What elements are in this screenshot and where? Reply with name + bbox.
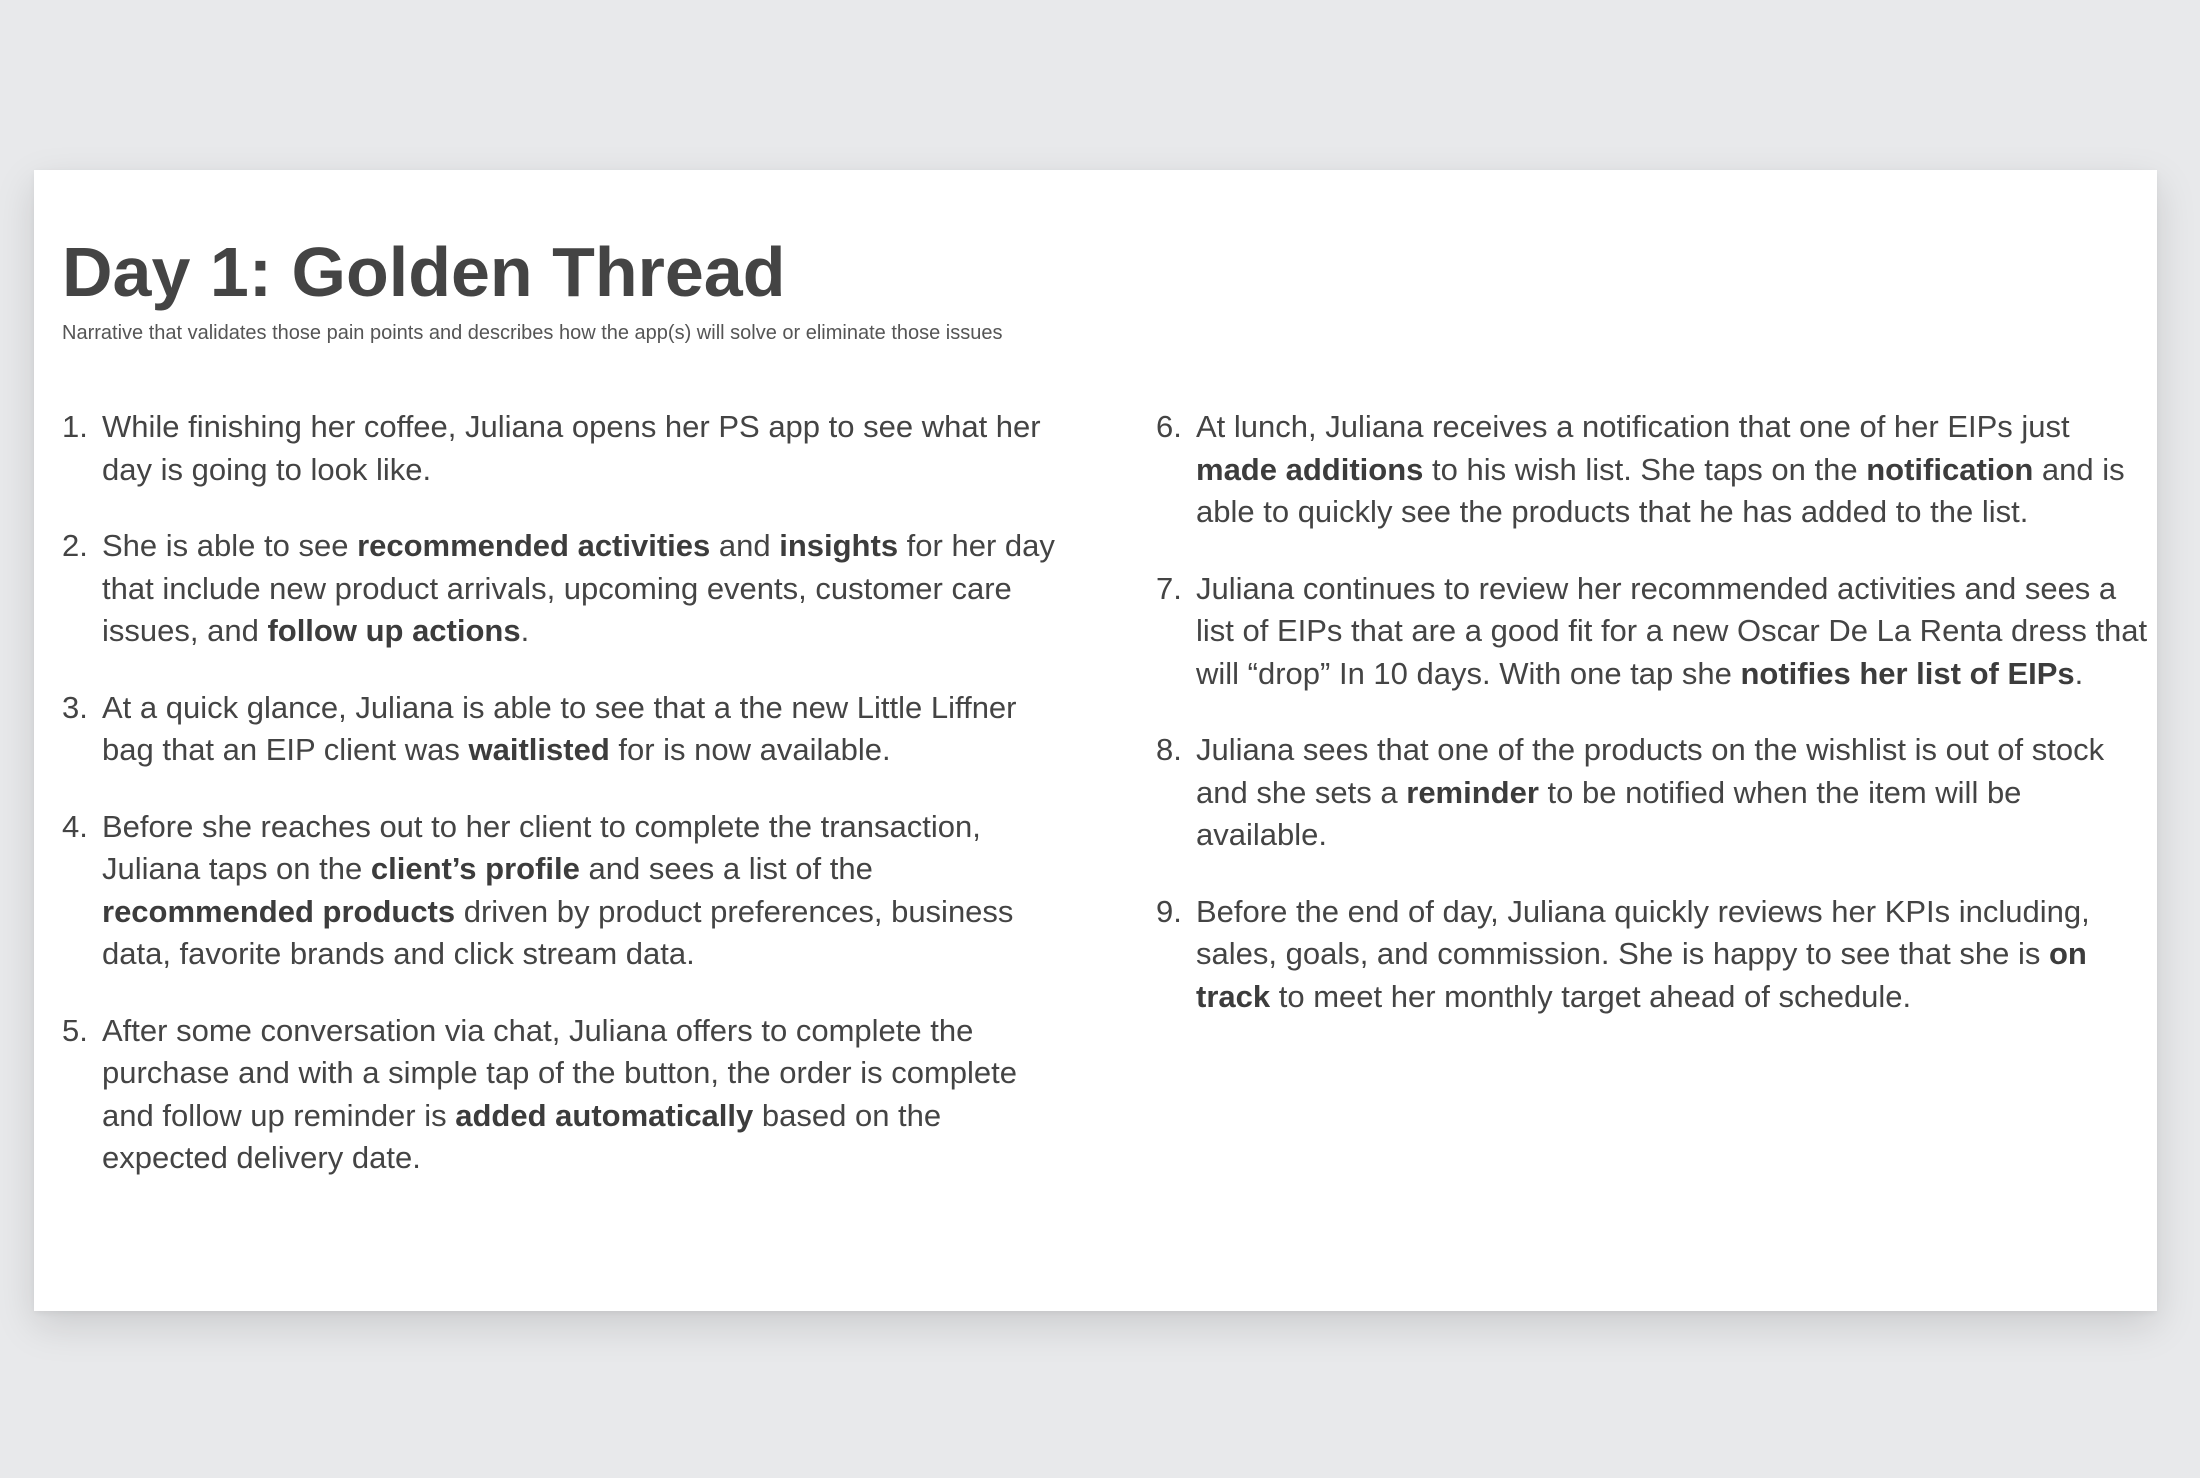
- body-text: for is now available.: [609, 732, 891, 767]
- body-text: and sees a list of the: [579, 851, 873, 886]
- body-text: Before she reaches out to her client to complete the transaction, Juliana taps on the: [102, 808, 981, 886]
- body-text: After some conversation via chat, Juliana offers to complete the purchase and with a simple tap of the button, the order is complete and follow up reminder is: [102, 1012, 1018, 1133]
- slide-card: [34, 170, 2157, 1311]
- list-item-number: 3.: [62, 689, 88, 725]
- page-title: Day 1: Golden Thread: [62, 233, 786, 311]
- emphasis-text: added automatically: [455, 1097, 754, 1133]
- list-item-text: [102, 406, 1072, 491]
- body-text: and: [710, 528, 780, 563]
- emphasis-text: insights: [779, 528, 899, 563]
- list-item-number: 5.: [62, 1012, 88, 1048]
- emphasis-text: on track: [1196, 936, 2087, 1014]
- narrative-list-right: [1156, 406, 2152, 1052]
- list-item: [62, 687, 1072, 772]
- list-item: [62, 806, 1072, 976]
- emphasis-text: waitlisted: [468, 732, 610, 767]
- list-item-text: [1196, 729, 2152, 857]
- body-text: for her day that include new product arrivals, upcoming events, customer care issues, and: [102, 528, 1055, 648]
- body-text: She is able to see: [102, 528, 358, 563]
- body-text: driven by product preferences, business data, favorite brands and click stream data.: [102, 893, 1014, 971]
- list-item-number: 2.: [62, 528, 88, 563]
- list-item: [1156, 729, 2152, 857]
- body-text: .: [2074, 655, 2084, 691]
- list-item-text: [102, 687, 1072, 772]
- list-item-text: [102, 1010, 1072, 1180]
- list-item-text: [1196, 891, 2152, 1019]
- emphasis-text: reminder: [1406, 774, 1539, 810]
- list-item-number: 9.: [1156, 893, 1182, 929]
- list-item: [1156, 406, 2152, 534]
- list-item-number: 4.: [62, 808, 88, 844]
- list-item: [1156, 568, 2152, 696]
- emphasis-text: recommended activities: [357, 528, 711, 563]
- body-text: While finishing her coffee, Juliana opens her PS app to see what her day is going to look like.: [102, 409, 1041, 487]
- body-text: to meet her monthly target ahead of schedule.: [1270, 978, 1912, 1014]
- body-text: to his wish list. She taps on the: [1423, 451, 1867, 487]
- list-item-text: [102, 806, 1072, 976]
- list-item-number: 8.: [1156, 732, 1182, 767]
- page-subtitle: Narrative that validates those pain points and describes how the app(s) will solve or eliminate those issues: [62, 322, 1003, 344]
- body-text: based on the expected delivery date.: [102, 1097, 942, 1175]
- list-item: [1156, 891, 2152, 1019]
- narrative-list-left: [62, 406, 1072, 1214]
- list-item-text: [1196, 406, 2152, 534]
- body-text: to be notified when the item will be available.: [1196, 774, 2022, 852]
- emphasis-text: made additions: [1196, 451, 1424, 487]
- body-text: Before the end of day, Juliana quickly reviews her KPIs including, sales, goals, and commission. She is happy to see that she is: [1196, 893, 2090, 971]
- emphasis-text: notification: [1866, 451, 2034, 487]
- list-item: [62, 1010, 1072, 1180]
- body-text: and is able to quickly see the products that he has added to the list.: [1196, 451, 2125, 529]
- emphasis-text: client’s profile: [370, 851, 580, 886]
- emphasis-text: recommended products: [102, 893, 456, 929]
- body-text: Juliana sees that one of the products on the wishlist is out of stock and she sets a: [1196, 732, 2105, 810]
- body-text: At a quick glance, Juliana is able to see that a the new Little Liffner bag that an EIP client was: [102, 689, 1017, 767]
- list-item-number: 7.: [1156, 570, 1182, 606]
- list-item-text: [1196, 568, 2152, 696]
- list-item-number: 6.: [1156, 409, 1182, 444]
- body-text: .: [520, 613, 530, 648]
- list-item-text: [102, 525, 1072, 653]
- list-item: [62, 525, 1072, 653]
- emphasis-text: follow up actions: [267, 613, 521, 648]
- body-text: Juliana continues to review her recommended activities and sees a list of EIPs that are a good fit for a new Oscar De La Renta dress that will “drop” In 10 days. With one tap she: [1196, 570, 2148, 691]
- list-item-number: 1.: [62, 409, 88, 444]
- emphasis-text: notifies her list of EIPs: [1740, 655, 2075, 691]
- body-text: At lunch, Juliana receives a notification that one of her EIPs just: [1196, 409, 2070, 444]
- list-item: [62, 406, 1072, 491]
